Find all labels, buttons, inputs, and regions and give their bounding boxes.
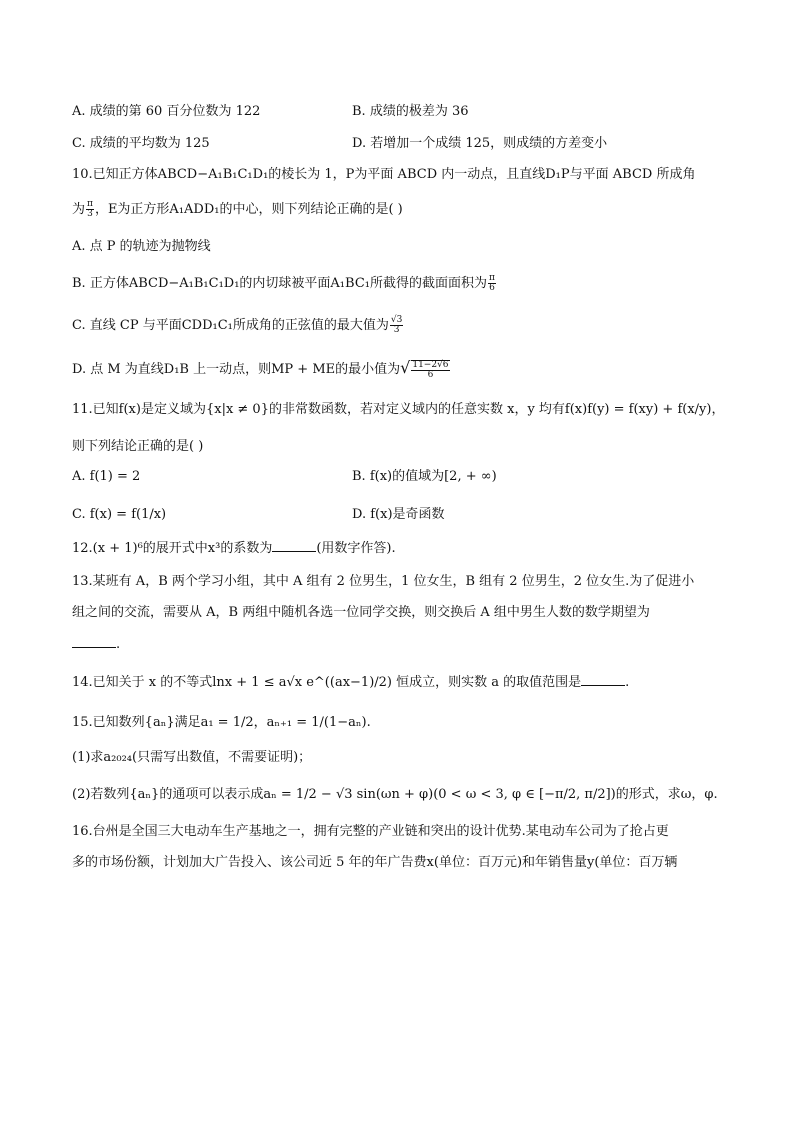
q13-line2: 组之间的交流，需要从 A，B 两组中随机各选一位同学交换，则交换后 A 组中男生人数的数学期望为 [72,605,650,620]
q10-option-b: B. 正方体ABCD−A₁B₁C₁D₁的内切球被平面A₁BC₁所截得的截面面积为 $\frac{\pi}{6}$ [72,273,495,293]
q11-option-b: B. f(x)的值域为[2, + ∞) [352,469,497,484]
q9-option-a: A. 成绩的第 60 百分位数为 122 [72,104,261,119]
q10-stem-line2: 为 $\frac{\pi}{3}$ ，E为正方形A₁ADD₁的中心，则下列结论正确的是( ) [72,199,403,219]
q10-option-d: D. 点 M 为直线D₁B 上一动点，则MP + ME的最小值为√ $\frac{11-2√6}{6}$ [72,358,449,380]
q9-option-c: C. 成绩的平均数为 125 [72,136,210,151]
q16-line1: 16.台州是全国三大电动车生产基地之一，拥有完整的产业链和突出的设计优势.某电动车公司为了抢占更 [72,824,669,839]
q13-line3: . [72,635,120,655]
q11-option-d: D. f(x)是奇函数 [352,507,445,522]
q10-option-c: C. 直线 CP 与平面CDD₁C₁所成角的正弦值的最大值为 $\frac{√3}{3}$ [72,315,403,335]
q15-part1: (1)求a₂₀₂₄(只需写出数值，不需要证明)； [72,750,312,765]
q10-angle-fraction: $\frac{\pi}{3}$ [87,199,93,219]
q14-stem: 14.已知关于 x 的不等式lnx + 1 ≤ a√x e^((ax−1)/2) 恒成立，则实数 a 的取值范围是 . [72,675,630,690]
q15-stem: 15.已知数列{aₙ}满足a₁ = 1/2，aₙ₊₁ = 1/(1−aₙ). [72,715,371,730]
q12-answer-blank[interactable] [272,539,316,552]
q14-answer-blank[interactable] [581,673,625,686]
q10-option-a: A. 点 P 的轨迹为抛物线 [72,239,211,254]
q12-stem: 12.(x + 1)⁶的展开式中x³的系数为 (用数字作答). [72,541,396,556]
q9-option-d: D. 若增加一个成绩 125，则成绩的方差变小 [352,136,608,151]
q11-stem-line2: 则下列结论正确的是( ) [72,439,204,454]
q9-option-b: B. 成绩的极差为 36 [352,104,469,119]
q13-answer-blank[interactable] [72,635,116,648]
q10-stem-line1: 10.已知正方体ABCD−A₁B₁C₁D₁的棱长为 1，P为平面 ABCD 内一动点，且直线D₁P与平面 ABCD 所成角 [72,167,696,182]
q13-line1: 13.某班有 A，B 两个学习小组，其中 A 组有 2 位男生，1 位女生，B 组有 2 位男生，2 位女生.为了促进小 [72,574,695,589]
q15-part2: (2)若数列{aₙ}的通项可以表示成aₙ = 1/2 − √3 sin(ωn + φ)(0 < ω < 3, φ ∈ [−π/2, π/2])的形式，求ω，φ. [72,787,718,802]
q16-line2: 多的市场份额，计划加大广告投入、该公司近 5 年的年广告费x(单位：百万元)和年销售量y(单位：百万辆 [72,855,678,870]
q11-option-c: C. f(x) = f(1/x) [72,507,167,522]
q11-stem-line1: 11.已知f(x)是定义域为{x|x ≠ 0}的非常数函数，若对定义域内的任意实数 x，y 均有f(x)f(y) = f(xy) + f(x/y)， [72,402,725,417]
q11-option-a: A. f(1) = 2 [72,469,141,484]
